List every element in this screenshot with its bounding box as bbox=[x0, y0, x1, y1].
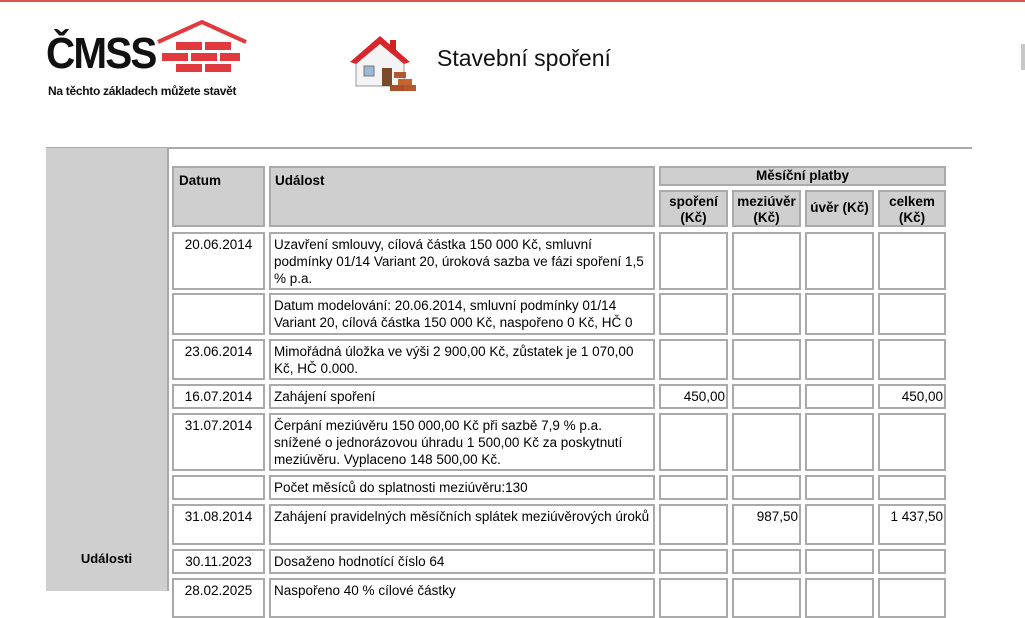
table-cell-saving bbox=[659, 339, 728, 380]
table-cell-saving bbox=[659, 549, 728, 574]
table-cell-credit bbox=[805, 384, 874, 409]
logo-tagline: Na těchto základech můžete stavět bbox=[48, 84, 237, 98]
table-cell-loan bbox=[732, 475, 801, 500]
header-date bbox=[172, 166, 265, 227]
table-cell-credit bbox=[805, 293, 874, 335]
table-cell-event: Dosaženo hodnotící číslo 64 bbox=[269, 549, 655, 574]
table-cell-credit bbox=[805, 232, 874, 290]
table-cell-date bbox=[172, 293, 265, 335]
logo-brand: ČMSS bbox=[46, 29, 156, 78]
header-total-label: celkem (Kč) bbox=[889, 194, 935, 225]
header-date-label: Datum bbox=[179, 173, 222, 188]
table-cell-credit bbox=[805, 549, 874, 574]
header-total bbox=[878, 190, 946, 227]
table-cell-saving bbox=[659, 475, 728, 500]
header-saving bbox=[659, 190, 728, 227]
table-cell-saving bbox=[659, 504, 728, 545]
table-cell-date: 31.08.2014 bbox=[172, 504, 265, 545]
table-cell-loan bbox=[732, 549, 801, 574]
table-cell-total bbox=[878, 549, 946, 574]
table-cell-event: Zahájení pravidelných měsíčních splátek meziúvěrových úroků bbox=[269, 504, 655, 545]
header-event-label: Událost bbox=[275, 173, 325, 188]
table-cell-credit bbox=[805, 475, 874, 500]
table-cell-saving bbox=[659, 578, 728, 618]
table-cell-credit bbox=[805, 339, 874, 380]
table-cell-event: Naspořeno 40 % cílové částky bbox=[269, 578, 655, 618]
table-cell-loan bbox=[732, 413, 801, 471]
table-cell-date: 28.02.2025 bbox=[172, 578, 265, 618]
sidebar-column bbox=[46, 148, 167, 591]
table-cell-date: 30.11.2023 bbox=[172, 549, 265, 574]
table-cell-total bbox=[878, 232, 946, 290]
table-cell-total: 450,00 bbox=[878, 384, 946, 409]
table-cell-date: 31.07.2014 bbox=[172, 413, 265, 471]
table-cell-total bbox=[878, 475, 946, 500]
table-cell-total bbox=[878, 413, 946, 471]
table-cell-credit bbox=[805, 578, 874, 618]
table-cell-date: 23.06.2014 bbox=[172, 339, 265, 380]
table-cell-loan bbox=[732, 232, 801, 290]
table-cell-saving bbox=[659, 293, 728, 335]
header-saving-label: spoření (Kč) bbox=[669, 194, 718, 225]
brick-roof-icon bbox=[156, 20, 248, 80]
header-loan-label: meziúvěr (Kč) bbox=[737, 194, 796, 225]
table-cell-total bbox=[878, 578, 946, 618]
table-cell-loan bbox=[732, 384, 801, 409]
table-cell-event: Mimořádná úložka ve výši 2 900,00 Kč, zůstatek je 1 070,00 Kč, HČ 0.000. bbox=[269, 339, 655, 380]
table-cell-loan bbox=[732, 339, 801, 380]
scrollbar-thumb[interactable] bbox=[1021, 44, 1025, 70]
table-cell-loan: 987,50 bbox=[732, 504, 801, 545]
table-cell-saving bbox=[659, 232, 728, 290]
table-cell-date: 16.07.2014 bbox=[172, 384, 265, 409]
header-monthly-payments bbox=[659, 166, 946, 186]
table-cell-loan bbox=[732, 293, 801, 335]
header-credit bbox=[805, 190, 874, 227]
table-cell-total bbox=[878, 293, 946, 335]
header-event bbox=[269, 166, 655, 227]
table-cell-event: Počet měsíců do splatnosti meziúvěru:130 bbox=[269, 475, 655, 500]
cmss-logo[interactable] bbox=[44, 20, 254, 102]
table-cell-total: 1 437,50 bbox=[878, 504, 946, 545]
table-cell-saving: 450,00 bbox=[659, 384, 728, 409]
sidebar-label-udalosti: Události bbox=[80, 551, 133, 566]
table-cell-credit bbox=[805, 413, 874, 471]
sidebar-divider bbox=[167, 148, 169, 591]
header-monthly-payments-label: Měsíční platby bbox=[755, 168, 850, 183]
table-cell-credit bbox=[805, 504, 874, 545]
table-cell-loan bbox=[732, 578, 801, 618]
table-cell-event: Čerpání meziúvěru 150 000,00 Kč při sazbě 7,9 % p.a. snížené o jednorázovou úhradu 1 500,00 Kč za poskytnutí meziúvěru. Vyplaceno 148 500,00 Kč. bbox=[269, 413, 655, 471]
page-title: Stavební spoření bbox=[437, 45, 611, 71]
table-cell-event: Datum modelování: 20.06.2014, smluvní podmínky 01/14 Variant 20, cílová částka 150 000 Kč, naspořeno 0 Kč, HČ 0 bbox=[269, 293, 655, 335]
table-cell-saving bbox=[659, 413, 728, 471]
table-cell-date bbox=[172, 475, 265, 500]
content-top-border bbox=[46, 147, 972, 149]
house-with-bricks-icon bbox=[346, 30, 418, 92]
table-cell-total bbox=[878, 339, 946, 380]
table-cell-date: 20.06.2014 bbox=[172, 232, 265, 290]
table-cell-event: Zahájení spoření bbox=[269, 384, 655, 409]
table-cell-event: Uzavření smlouvy, cílová částka 150 000 Kč, smluvní podmínky 01/14 Variant 20, úroková sazba ve fázi spoření 1,5 % p.a. bbox=[269, 232, 655, 290]
top-accent-line bbox=[0, 0, 1025, 2]
header-loan bbox=[732, 190, 801, 227]
header-credit-label: úvěr (Kč) bbox=[810, 200, 869, 215]
